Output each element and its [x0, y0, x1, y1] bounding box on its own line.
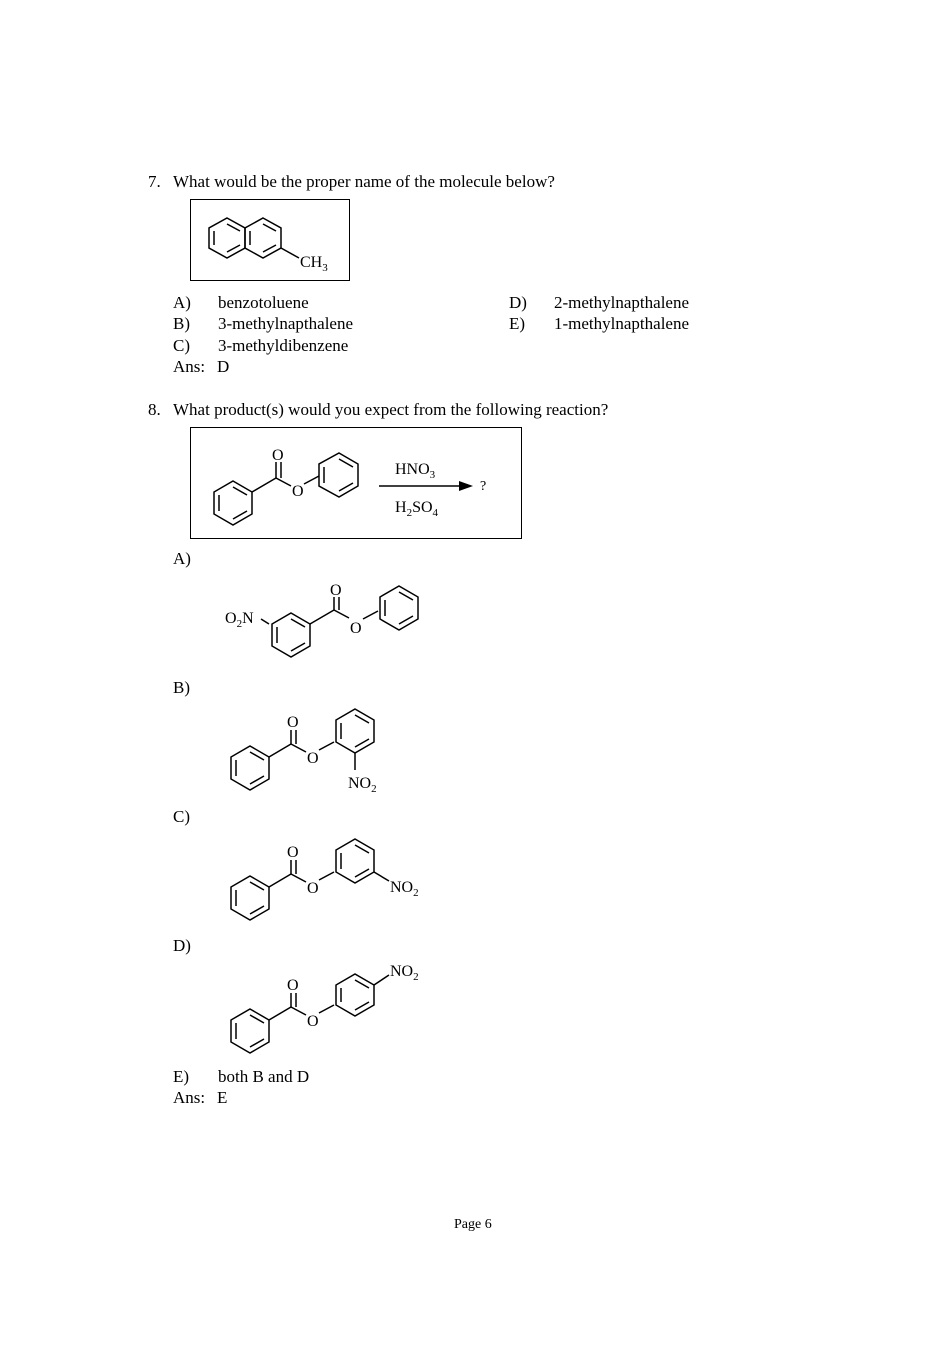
question-7-answer-label: Ans: — [173, 357, 206, 376]
option-8-e-letter: E) — [173, 1067, 190, 1086]
ester-o-label: O — [307, 750, 319, 767]
option-8-d-letter: D) — [173, 936, 191, 955]
ester-o-label: O — [307, 1013, 319, 1030]
reagent-bottom: $H_2SO_4$ — [395, 499, 439, 519]
option-8-d-structure — [215, 955, 445, 1060]
option-8-e-text: both B and D — [218, 1067, 310, 1086]
question-8-answer: E — [217, 1088, 228, 1107]
nitro-group-label: $NO_2$ — [390, 879, 419, 899]
option-8-c-letter: C) — [173, 807, 190, 826]
question-7-text: What would be the proper name of the molecule below? — [173, 172, 555, 191]
question-8-number: 8. — [148, 400, 161, 419]
option-7-b-letter: B) — [173, 314, 190, 333]
option-7-d-letter: D) — [509, 293, 527, 312]
question-8-answer-label: Ans: — [173, 1088, 206, 1107]
question-7-structure-box — [190, 199, 350, 281]
option-7-c-text: 3-methyldibenzene — [218, 336, 349, 355]
option-8-a-structure — [215, 575, 435, 670]
question-8-reaction-box — [190, 427, 522, 539]
reaction-scheme — [191, 428, 520, 537]
product-unknown: ? — [480, 479, 487, 494]
ester-o-label: O — [292, 483, 304, 500]
reagent-top: $HNO_3$ — [395, 461, 436, 481]
option-8-b-letter: B) — [173, 678, 190, 697]
nitro-group-label: $NO_2$ — [348, 775, 377, 795]
question-8-text: What product(s) would you expect from the following reaction? — [173, 400, 609, 419]
page-number: Page 6 — [454, 1217, 492, 1232]
option-7-d-text: 2-methylnapthalene — [554, 293, 690, 312]
carbonyl-o-label: O — [330, 582, 342, 599]
carbonyl-o-label: O — [272, 447, 284, 464]
option-7-e-letter: E) — [509, 314, 526, 333]
option-7-e-text: 1-methylnapthalene — [554, 314, 690, 333]
nitro-group-label: $O_2N$ — [225, 610, 254, 630]
ester-o-label: O — [350, 620, 362, 637]
carbonyl-o-label: O — [287, 844, 299, 861]
option-7-c-letter: C) — [173, 336, 190, 355]
question-7-number: 7. — [148, 172, 161, 191]
nitro-group-label: $NO_2$ — [390, 963, 419, 983]
methyl-label: $CH_3$ — [300, 254, 328, 274]
carbonyl-o-label: O — [287, 714, 299, 731]
option-8-a-letter: A) — [173, 549, 191, 568]
carbonyl-o-label: O — [287, 977, 299, 994]
option-8-c-structure — [215, 830, 445, 925]
ester-o-label: O — [307, 880, 319, 897]
option-7-a-letter: A) — [173, 293, 191, 312]
question-7-answer: D — [217, 357, 230, 376]
option-7-b-text: 3-methylnapthalene — [218, 314, 354, 333]
methylnaphthalene-structure — [191, 200, 348, 279]
option-8-b-structure — [215, 700, 415, 800]
option-7-a-text: benzotoluene — [218, 293, 309, 312]
